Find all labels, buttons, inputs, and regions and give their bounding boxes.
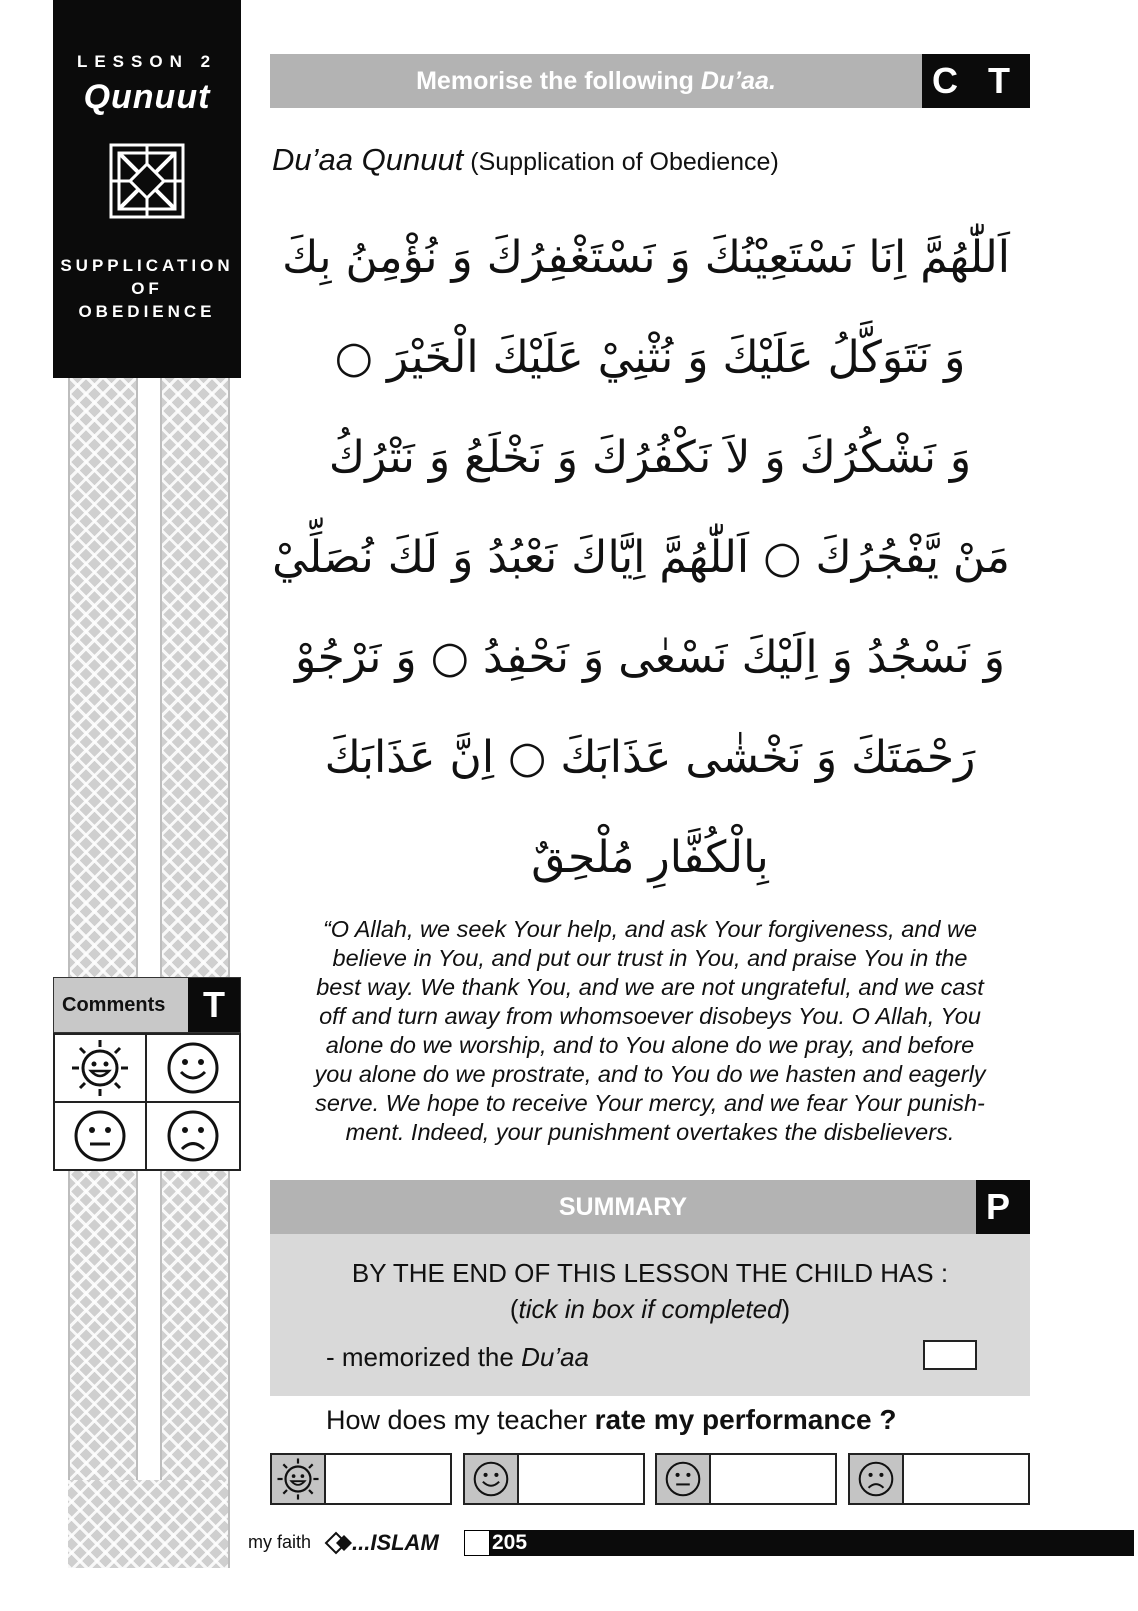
- sidebar-pattern-left: [68, 378, 138, 1568]
- lesson-subtitle: [53, 254, 241, 323]
- summary-instruction-text: tick in box if completed: [518, 1294, 782, 1324]
- duaa-title-name: Du’aa Qunuut: [272, 142, 464, 177]
- smiley-icon: [165, 1040, 221, 1096]
- arabic-line: اَللّٰهُمَّ اِنَا نَسْتَعِيْنُكَ وَ نَسْتَغْفِرُكَ وَ نُؤْمِنُ بِكَ: [282, 232, 1010, 283]
- summary-item-italic: Du’aa: [521, 1342, 590, 1372]
- translation-line: you alone do we prostrate, and to You do we hasten and eagerly: [314, 1061, 986, 1087]
- face-average-cell[interactable]: [55, 1101, 147, 1169]
- rating-icon-cell: [657, 1455, 711, 1503]
- lesson-header: [53, 0, 241, 378]
- face-excellent-cell[interactable]: [55, 1033, 147, 1101]
- summary-bar: [270, 1180, 1030, 1234]
- arabic-line: وَ نَشْكُرُكَ وَ لاَ نَكْفُرُكَ وَ نَخْلَعُ وَ نَتْرُكُ: [328, 432, 972, 483]
- sun-smiley-icon: [276, 1457, 320, 1501]
- page-footer: [248, 1530, 1138, 1556]
- comments-faces: [53, 1033, 241, 1171]
- rating-question: [326, 1404, 897, 1436]
- arabic-line: مَنْ يَّفْجُرُكَ ○ اَللّٰهُمَّ اِيَّاكَ نَعْبُدُ وَ لَكَ نُصَلِّيْ: [272, 532, 1010, 583]
- rating-row: [270, 1453, 1030, 1505]
- translation-line: ment. Indeed, your punishment overtakes the disbelievers.: [345, 1119, 955, 1145]
- rating-excellent[interactable]: [270, 1453, 452, 1505]
- sun-smiley-icon: [70, 1038, 130, 1098]
- rating-question-text: How does my teacher: [326, 1405, 595, 1435]
- summary-heading: SUMMARY: [558, 1192, 688, 1221]
- summary-item-text: - memorized the: [326, 1342, 522, 1372]
- face-good-cell[interactable]: [147, 1033, 239, 1101]
- sidebar-pattern-right: [160, 378, 230, 1568]
- arabic-line: وَ نَتَوَكَّلُ عَلَيْكَ وَ نُثْنِيْ عَلَيْكَ الْخَيْرَ ○: [334, 332, 966, 383]
- teacher-tag: T: [188, 978, 240, 1032]
- ct-tag: C T: [922, 54, 1030, 108]
- summary-box: [270, 1234, 1030, 1396]
- smiley-icon: [472, 1460, 510, 1498]
- knot-emblem-icon: [109, 143, 185, 219]
- rating-icon-cell: [465, 1455, 519, 1503]
- instruction-bar: [270, 54, 1030, 108]
- summary-instruction: [270, 1294, 1030, 1325]
- translation-line: alone do we worship, and to You alone do we pray, and before: [325, 1032, 975, 1058]
- translation-line: serve. We hope to receive Your mercy, and we fear Your punish-: [315, 1090, 985, 1116]
- arabic-line: رَحْمَتَكَ وَ نَخْشٰى عَذَابَكَ ○ اِنَّ عَذَابَكَ: [324, 732, 976, 783]
- translation-line: best way. We thank You, and we are not ungrateful, and we cast: [316, 974, 984, 1000]
- subtitle-line: OF: [131, 279, 163, 298]
- arabic-text: [272, 208, 1010, 908]
- sad-face-icon: [857, 1460, 895, 1498]
- translation-line: believe in You, and put our trust in You, and praise You in the: [332, 945, 968, 971]
- neutral-face-icon: [664, 1460, 702, 1498]
- rating-icon-cell: [272, 1455, 326, 1503]
- summary-statement: BY THE END OF THIS LESSON THE CHILD HAS :: [351, 1258, 949, 1288]
- footer-bar: [464, 1530, 1134, 1556]
- sad-face-icon: [165, 1108, 221, 1164]
- paren-close: ): [781, 1294, 791, 1324]
- neutral-face-icon: [72, 1108, 128, 1164]
- duaa-title-meaning: (Supplication of Obedience): [463, 148, 779, 176]
- translation-line: off and turn away from whomsoever disobeys You. O Allah, You: [319, 1003, 981, 1029]
- instruction-italic: Du’aa.: [700, 66, 776, 95]
- subtitle-line: SUPPLICATION: [60, 256, 234, 275]
- comments-panel: [53, 977, 241, 1171]
- instruction-plain: Memorise the following: [416, 66, 701, 95]
- rating-question-bold: rate my performance ?: [594, 1404, 897, 1435]
- footer-text: my faith: [248, 1532, 312, 1552]
- sidebar-pattern-foot: [68, 1480, 228, 1568]
- rating-average[interactable]: [655, 1453, 837, 1505]
- comments-label: Comments: [62, 993, 166, 1016]
- footer-brand: ...ISLAM: [352, 1530, 439, 1555]
- rating-good[interactable]: [463, 1453, 645, 1505]
- parent-tag: P: [976, 1180, 1030, 1234]
- instruction-text: [270, 67, 922, 96]
- translation-text: [270, 915, 1030, 1147]
- paren-open: (: [509, 1294, 519, 1324]
- lesson-number: LESSON 2: [76, 52, 218, 71]
- summary-item: [326, 1342, 589, 1373]
- rating-poor[interactable]: [848, 1453, 1030, 1505]
- comments-header: [53, 977, 241, 1033]
- translation-line: “O Allah, we seek Your help, and ask Your forgiveness, and we: [322, 916, 978, 942]
- arabic-line: وَ نَسْجُدُ وَ اِلَيْكَ نَسْعٰى وَ نَحْفِدُ ○ وَ نَرْجُوْ: [294, 632, 1006, 683]
- subtitle-line: OBEDIENCE: [78, 302, 216, 321]
- duaa-title: [272, 142, 779, 178]
- face-poor-cell[interactable]: [147, 1101, 239, 1169]
- completion-checkbox[interactable]: [923, 1340, 977, 1370]
- rating-icon-cell: [850, 1455, 904, 1503]
- footer-box: [464, 1530, 490, 1556]
- page-number: 205: [492, 1531, 528, 1554]
- arabic-line: بِالْكُفَّارِ مُلْحِقٌ: [531, 832, 769, 883]
- lesson-title: Qunuut: [83, 78, 211, 116]
